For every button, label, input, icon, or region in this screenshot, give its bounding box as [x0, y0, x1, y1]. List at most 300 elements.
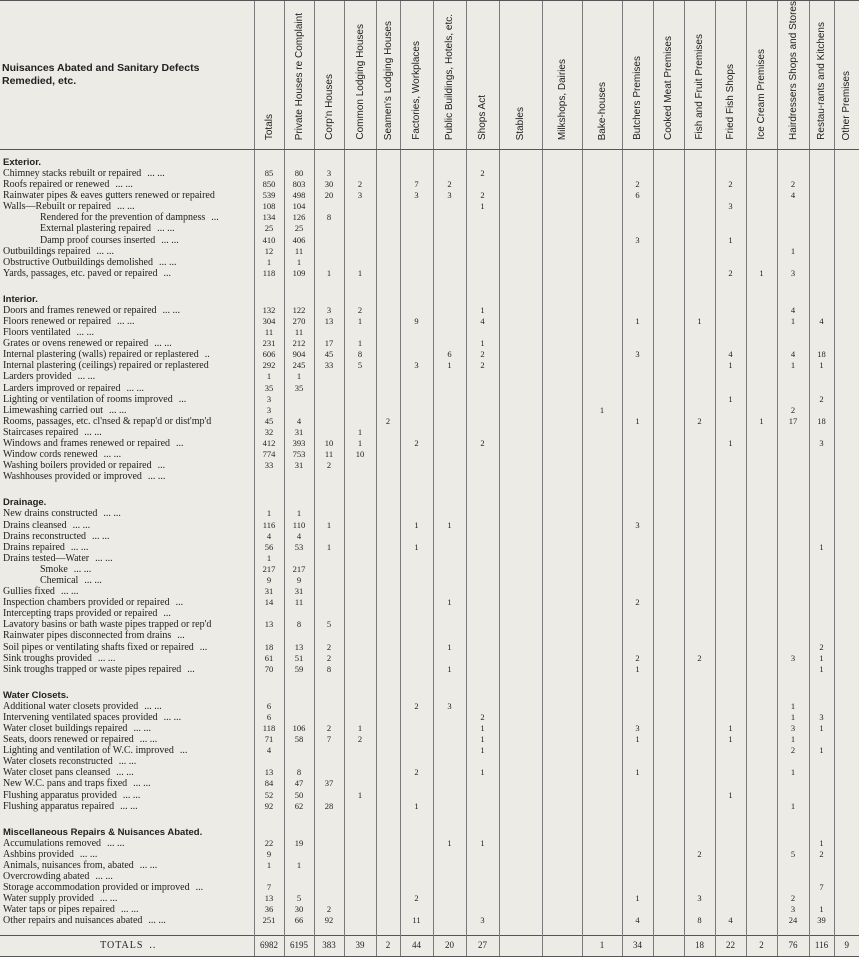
value-cell — [376, 564, 400, 575]
value-cell: 2 — [376, 416, 400, 427]
leader-dots: ... — [175, 597, 184, 609]
value-cell — [684, 268, 715, 279]
value-cell: 1 — [715, 438, 746, 449]
spacer-cell — [344, 675, 376, 683]
value-cell: 1 — [466, 723, 499, 734]
value-cell — [400, 871, 433, 882]
value-cell — [653, 849, 684, 860]
value-cell — [746, 642, 777, 653]
row-label: External plastering repaired — [40, 223, 152, 235]
value-cell: 1 — [809, 542, 834, 553]
value-cell — [809, 223, 834, 234]
value-cell: 1 — [622, 664, 653, 675]
value-cell: 2 — [684, 849, 715, 860]
leader-dots: ... ... — [133, 723, 151, 734]
table-row — [0, 520, 859, 531]
row-label: Internal plastering (ceilings) repaired or replastered — [3, 360, 209, 372]
value-cell: 11 — [400, 915, 433, 926]
leader-dots: ... — [178, 393, 187, 405]
spacer-cell — [0, 279, 254, 287]
value-cell — [400, 531, 433, 542]
value-cell: 35 — [254, 383, 284, 394]
value-cell — [809, 756, 834, 767]
value-cell — [746, 619, 777, 630]
value-cell — [622, 790, 653, 801]
column-header — [809, 1, 834, 150]
row-label: Seats, doors renewed or repaired — [3, 734, 134, 746]
value-cell: 1 — [715, 360, 746, 371]
leader-dots: ... ... — [70, 541, 89, 553]
value-cell — [466, 246, 499, 257]
value-cell — [653, 756, 684, 767]
value-cell — [777, 212, 809, 223]
leader-dots: ... ... — [95, 552, 113, 564]
value-cell — [466, 531, 499, 542]
value-cell — [582, 190, 622, 201]
value-cell: 753 — [284, 449, 314, 460]
value-cell — [344, 653, 376, 664]
section-title: Drainage. — [3, 497, 47, 509]
row-label: Chemical — [40, 574, 79, 586]
value-cell — [499, 223, 542, 234]
value-cell — [715, 701, 746, 712]
value-cell — [582, 778, 622, 789]
value-cell — [582, 316, 622, 327]
value-cell — [834, 305, 859, 316]
value-cell — [809, 701, 834, 712]
value-cell — [746, 712, 777, 723]
spacer-cell — [834, 279, 859, 287]
value-cell — [746, 520, 777, 531]
empty-cell — [542, 490, 582, 508]
value-cell: 6 — [622, 190, 653, 201]
row-label: Intervening ventilated spaces provided — [3, 711, 158, 723]
value-cell — [499, 734, 542, 745]
value-cell: 217 — [254, 564, 284, 575]
row-label-cell — [0, 449, 254, 460]
column-header-label: Factories, Workplaces — [411, 41, 422, 140]
table-row — [0, 723, 859, 734]
value-cell — [715, 212, 746, 223]
row-label-cell — [0, 223, 254, 234]
row-label-cell — [0, 416, 254, 427]
row-label-cell — [0, 701, 254, 712]
leader-dots: ... ... — [79, 848, 98, 860]
empty-cell — [499, 820, 542, 838]
value-cell — [684, 508, 715, 519]
value-cell: 32 — [254, 427, 284, 438]
value-cell — [376, 893, 400, 904]
value-cell: 50 — [284, 790, 314, 801]
leader-dots: ... — [163, 267, 171, 279]
value-cell: 1 — [314, 542, 344, 553]
value-cell: 1 — [284, 508, 314, 519]
row-label-cell — [0, 723, 254, 734]
value-cell: 1 — [254, 508, 284, 519]
row-label-cell — [0, 904, 254, 915]
value-cell — [809, 327, 834, 338]
value-cell: 2 — [314, 460, 344, 471]
value-cell — [376, 882, 400, 893]
table-row — [0, 531, 859, 542]
row-label: New drains constructed — [3, 508, 98, 520]
empty-cell — [499, 490, 542, 508]
value-cell — [542, 701, 582, 712]
value-cell — [809, 257, 834, 268]
value-cell — [542, 179, 582, 190]
value-cell — [684, 701, 715, 712]
value-cell — [777, 553, 809, 564]
value-cell — [433, 371, 466, 382]
value-cell — [376, 915, 400, 926]
value-cell — [314, 767, 344, 778]
value-cell — [809, 179, 834, 190]
value-cell — [684, 542, 715, 553]
value-cell — [653, 597, 684, 608]
value-cell — [400, 723, 433, 734]
leader-dots: ... ... — [159, 256, 177, 268]
row-label-cell — [0, 893, 254, 904]
value-cell — [344, 416, 376, 427]
value-cell — [376, 653, 400, 664]
row-label: Soil pipes or ventilating shafts fixed or repaired — [3, 641, 194, 653]
empty-cell — [542, 149, 582, 168]
value-cell: 1 — [344, 790, 376, 801]
value-cell — [684, 630, 715, 641]
value-cell — [314, 701, 344, 712]
value-cell — [746, 394, 777, 405]
value-cell — [653, 246, 684, 257]
table-row — [0, 882, 859, 893]
total-value-cell: 2 — [376, 935, 400, 956]
value-cell — [433, 619, 466, 630]
value-cell — [542, 619, 582, 630]
value-cell — [376, 630, 400, 641]
empty-cell — [314, 149, 344, 168]
value-cell — [834, 630, 859, 641]
spacer-row — [0, 927, 859, 936]
value-cell: 10 — [314, 438, 344, 449]
value-cell — [582, 608, 622, 619]
value-cell: 1 — [344, 316, 376, 327]
table-row — [0, 405, 859, 416]
totals-label: TOTALS — [100, 939, 144, 951]
value-cell — [684, 305, 715, 316]
value-cell: 5 — [777, 849, 809, 860]
value-cell — [499, 893, 542, 904]
value-cell — [746, 664, 777, 675]
value-cell — [684, 712, 715, 723]
value-cell — [746, 531, 777, 542]
value-cell — [582, 246, 622, 257]
value-cell — [433, 235, 466, 246]
value-cell — [376, 438, 400, 449]
value-cell: 2 — [466, 349, 499, 360]
value-cell: 1 — [622, 767, 653, 778]
table-row — [0, 893, 859, 904]
spacer-cell — [254, 279, 284, 287]
value-cell — [344, 801, 376, 812]
value-cell — [376, 168, 400, 179]
row-label: Windows and frames renewed or repaired — [3, 438, 171, 450]
table-row — [0, 701, 859, 712]
value-cell — [542, 360, 582, 371]
table-row — [0, 871, 859, 882]
empty-cell — [777, 820, 809, 838]
spacer-cell — [499, 927, 542, 936]
value-cell — [400, 201, 433, 212]
value-cell — [834, 520, 859, 531]
value-cell — [715, 664, 746, 675]
value-cell — [433, 882, 466, 893]
leader-dots: .. — [149, 939, 157, 951]
value-cell: 2 — [684, 653, 715, 664]
value-cell: 2 — [809, 394, 834, 405]
value-cell — [834, 849, 859, 860]
value-cell — [582, 915, 622, 926]
value-cell: 1 — [433, 520, 466, 531]
value-cell — [466, 553, 499, 564]
column-header — [582, 1, 622, 150]
value-cell — [746, 653, 777, 664]
value-cell — [809, 790, 834, 801]
value-cell — [466, 471, 499, 482]
row-label: Drains reconstructed — [3, 530, 87, 542]
value-cell — [466, 383, 499, 394]
value-cell — [746, 190, 777, 201]
value-cell — [344, 630, 376, 641]
value-cell — [400, 653, 433, 664]
value-cell: 4 — [284, 531, 314, 542]
value-cell — [622, 394, 653, 405]
value-cell — [746, 849, 777, 860]
row-label-cell — [0, 653, 254, 664]
spacer-cell — [376, 482, 400, 490]
table-row — [0, 904, 859, 915]
value-cell — [684, 394, 715, 405]
value-cell — [400, 235, 433, 246]
value-cell — [834, 405, 859, 416]
row-label-cell — [0, 235, 254, 246]
empty-cell — [314, 820, 344, 838]
value-cell: 850 — [254, 179, 284, 190]
value-cell: 7 — [314, 734, 344, 745]
total-value-cell: 6195 — [284, 935, 314, 956]
value-cell — [542, 371, 582, 382]
value-cell: 1 — [400, 542, 433, 553]
value-cell — [400, 405, 433, 416]
spacer-cell — [582, 927, 622, 936]
table-row — [0, 371, 859, 382]
value-cell — [684, 767, 715, 778]
empty-cell — [376, 287, 400, 305]
value-cell — [376, 575, 400, 586]
value-cell — [400, 642, 433, 653]
value-cell — [809, 553, 834, 564]
table-row — [0, 449, 859, 460]
row-label: Chimney stacks rebuilt or repaired — [3, 167, 142, 179]
table-row — [0, 338, 859, 349]
value-cell — [400, 882, 433, 893]
spacer-cell — [344, 812, 376, 820]
value-cell — [622, 201, 653, 212]
value-cell — [653, 449, 684, 460]
value-cell — [499, 553, 542, 564]
value-cell — [499, 756, 542, 767]
empty-cell — [684, 820, 715, 838]
value-cell — [653, 564, 684, 575]
value-cell — [376, 642, 400, 653]
value-cell: 56 — [254, 542, 284, 553]
value-cell — [542, 316, 582, 327]
value-cell: 108 — [254, 201, 284, 212]
spacer-cell — [284, 675, 314, 683]
value-cell — [622, 882, 653, 893]
value-cell — [746, 882, 777, 893]
empty-cell — [746, 490, 777, 508]
empty-cell — [582, 820, 622, 838]
value-cell: 9 — [284, 575, 314, 586]
table-row — [0, 327, 859, 338]
value-cell — [582, 745, 622, 756]
table-row — [0, 664, 859, 675]
value-cell: 85 — [254, 168, 284, 179]
leader-dots: ... — [177, 630, 185, 642]
value-cell: 304 — [254, 316, 284, 327]
row-label: Other repairs and nuisances abated — [3, 915, 143, 927]
empty-cell — [684, 287, 715, 305]
section-title: Exterior. — [3, 156, 42, 168]
value-cell — [499, 630, 542, 641]
value-cell — [433, 268, 466, 279]
value-cell — [746, 734, 777, 745]
empty-cell — [254, 490, 284, 508]
empty-cell — [344, 683, 376, 701]
value-cell — [344, 257, 376, 268]
value-cell — [344, 564, 376, 575]
column-header-label: Butchers Premises — [632, 56, 643, 140]
value-cell — [715, 508, 746, 519]
table-row — [0, 778, 859, 789]
spacer-cell — [542, 927, 582, 936]
value-cell — [499, 246, 542, 257]
value-cell — [684, 882, 715, 893]
value-cell — [746, 338, 777, 349]
value-cell — [834, 531, 859, 542]
value-cell: 6 — [254, 712, 284, 723]
value-cell — [433, 553, 466, 564]
value-cell — [499, 427, 542, 438]
spacer-cell — [254, 675, 284, 683]
value-cell — [499, 767, 542, 778]
spacer-cell — [0, 675, 254, 683]
spacer-cell — [344, 279, 376, 287]
value-cell — [542, 338, 582, 349]
value-cell — [809, 427, 834, 438]
value-cell — [400, 508, 433, 519]
spacer-cell — [400, 812, 433, 820]
value-cell: 1 — [746, 416, 777, 427]
value-cell — [653, 438, 684, 449]
empty-cell — [466, 287, 499, 305]
value-cell — [376, 316, 400, 327]
value-cell — [684, 383, 715, 394]
value-cell — [433, 575, 466, 586]
spacer-cell — [400, 675, 433, 683]
row-label: Accumulations removed — [3, 837, 102, 849]
value-cell: 11 — [284, 597, 314, 608]
row-label-cell — [0, 756, 254, 767]
value-cell — [653, 619, 684, 630]
row-label: Ashbins provided — [3, 848, 74, 860]
totals-label-cell — [0, 935, 254, 956]
row-label-cell — [0, 201, 254, 212]
value-cell — [746, 212, 777, 223]
row-label: Sink troughs provided — [3, 652, 92, 664]
row-label: Washhouses provided or improved — [3, 471, 142, 483]
value-cell — [433, 801, 466, 812]
value-cell — [376, 904, 400, 915]
value-cell — [684, 619, 715, 630]
spacer-cell — [499, 482, 542, 490]
empty-cell — [400, 490, 433, 508]
value-cell — [542, 460, 582, 471]
value-cell — [777, 327, 809, 338]
value-cell — [653, 471, 684, 482]
value-cell: 17 — [314, 338, 344, 349]
value-cell: 8 — [314, 212, 344, 223]
table-row — [0, 642, 859, 653]
value-cell — [622, 212, 653, 223]
row-label-cell — [0, 520, 254, 531]
total-value-cell: 44 — [400, 935, 433, 956]
value-cell — [582, 586, 622, 597]
value-cell: 2 — [777, 745, 809, 756]
row-label: Rendered for the prevention of dampness — [40, 212, 206, 224]
value-cell — [344, 756, 376, 767]
spacer-cell — [622, 927, 653, 936]
value-cell — [542, 427, 582, 438]
value-cell: 1 — [466, 734, 499, 745]
value-cell — [433, 542, 466, 553]
value-cell: 58 — [284, 734, 314, 745]
value-cell — [376, 871, 400, 882]
value-cell — [653, 871, 684, 882]
row-label-cell — [0, 531, 254, 542]
value-cell — [834, 349, 859, 360]
value-cell — [746, 427, 777, 438]
value-cell — [433, 915, 466, 926]
value-cell: 270 — [284, 316, 314, 327]
empty-cell — [777, 287, 809, 305]
value-cell — [684, 575, 715, 586]
value-cell — [622, 427, 653, 438]
row-label-cell — [0, 168, 254, 179]
leader-dots: ... ... — [107, 837, 125, 849]
value-cell — [746, 235, 777, 246]
column-header-label: Milkshops, Dairies — [556, 58, 568, 140]
value-cell — [542, 575, 582, 586]
table-row — [0, 460, 859, 471]
value-cell — [400, 619, 433, 630]
value-cell — [809, 860, 834, 871]
value-cell — [653, 630, 684, 641]
row-label-cell — [0, 316, 254, 327]
spacer-row — [0, 675, 859, 683]
value-cell — [433, 246, 466, 257]
value-cell — [466, 608, 499, 619]
total-value-cell: 22 — [715, 935, 746, 956]
